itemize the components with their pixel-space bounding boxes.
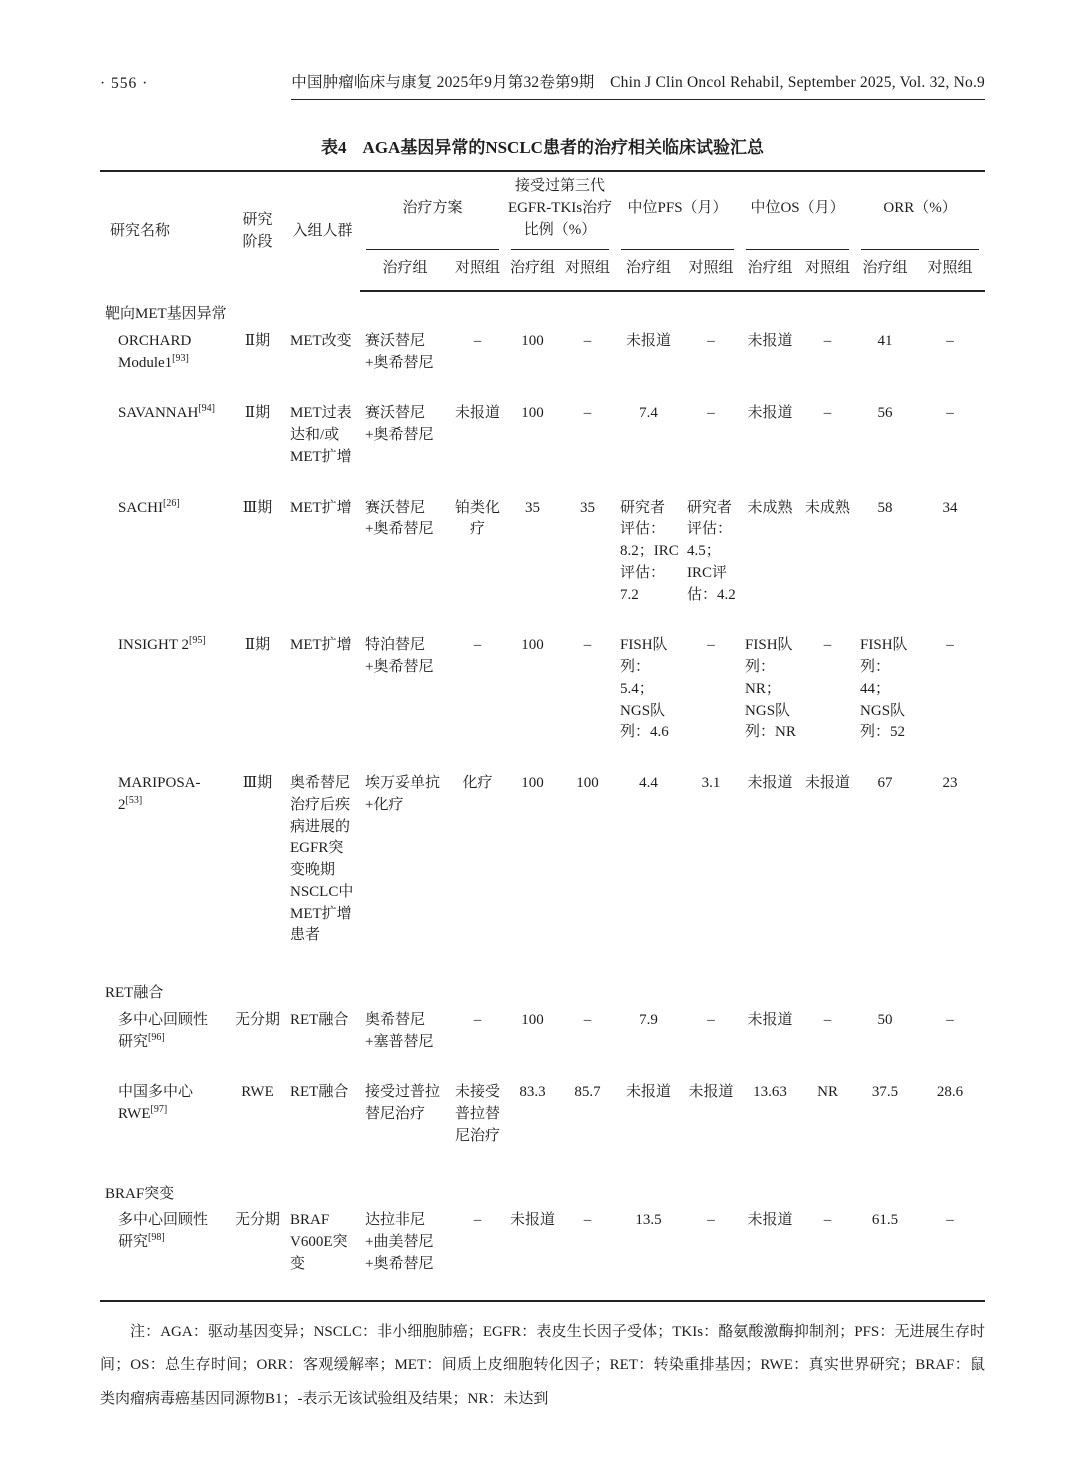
study-name-cell bbox=[100, 398, 230, 492]
clinical-trials-table bbox=[100, 170, 985, 1302]
table-cell: 100 bbox=[521, 775, 544, 791]
table-cell: 41 bbox=[877, 332, 893, 349]
section-heading-row bbox=[100, 1172, 985, 1206]
table-cell: Ⅲ期 bbox=[242, 775, 273, 791]
citation-ref: [26] bbox=[163, 497, 180, 509]
table-cell: – bbox=[473, 332, 482, 349]
table-cell: 28.6 bbox=[936, 1084, 964, 1101]
table-cell: 7.4 bbox=[639, 405, 658, 422]
table-cell: 特泊替尼+奥希替尼 bbox=[365, 637, 434, 675]
subcol-control-arm: 对照组 bbox=[800, 250, 855, 291]
table-cell: 50 bbox=[877, 1011, 893, 1028]
table-cell: MET扩增 bbox=[290, 499, 352, 516]
study-name-cell bbox=[100, 493, 230, 631]
table-cell: 100 bbox=[521, 1011, 544, 1028]
col-group-median-os: 中位OS（月） bbox=[740, 171, 855, 250]
table-cell: 接受过普拉替尼治疗 bbox=[365, 1084, 441, 1122]
citation-ref: [96] bbox=[148, 1031, 165, 1043]
subcol-treatment-arm: 治疗组 bbox=[360, 250, 450, 291]
table-row bbox=[100, 630, 985, 768]
table-cell: 未报道 bbox=[747, 332, 793, 349]
table-cell: 赛沃替尼+奥希替尼 bbox=[365, 499, 434, 538]
col-header-phase: 研究阶段 bbox=[242, 211, 273, 250]
study-name: SAVANNAH bbox=[118, 405, 199, 422]
study-name-cell bbox=[100, 1005, 230, 1078]
col-header-population: 入组人群 bbox=[292, 222, 353, 239]
table-footnote: 注：AGA：驱动基因变异；NSCLC：非小细胞肺癌；EGFR：表皮生长因子受体；TKIs：酪氨酸激酶抑制剂；PFS：无进展生存时间；OS：总生存时间；ORR：客观缓解率；MET：间质上皮细胞转化因子；RET：转染重排基因；RWE：真实世界研究；BRAF：鼠类肉瘤病毒癌基因同源物B1；-表示无该试验组及结果；NR：未达到 bbox=[100, 1323, 985, 1407]
table-cell: 23 bbox=[942, 775, 958, 791]
table-row bbox=[100, 398, 985, 492]
table-cell: 35 bbox=[580, 499, 596, 516]
journal-title-line: 中国肿瘤临床与康复 2025年9月第32卷第9期 Chin J Clin Oncol Rehabil, September 2025, Vol. 32, No.9 bbox=[291, 70, 985, 100]
table-cell: 未接受普拉替尼治疗 bbox=[455, 1084, 501, 1144]
table-row bbox=[100, 768, 985, 971]
citation-ref: [93] bbox=[172, 352, 189, 364]
table-cell: MET过表达和/或MET扩增 bbox=[290, 405, 352, 465]
table-cell: 61.5 bbox=[871, 1212, 899, 1229]
study-name-cell bbox=[100, 326, 230, 399]
table-cell: 67 bbox=[877, 775, 893, 791]
table-caption-label: 表4 bbox=[321, 138, 347, 157]
table-cell: – bbox=[946, 637, 954, 654]
subcol-treatment-arm: 治疗组 bbox=[740, 250, 800, 291]
table-cell: 达拉非尼+曲美替尼+奥希替尼 bbox=[365, 1212, 434, 1272]
subcol-control-arm: 对照组 bbox=[560, 250, 615, 291]
table-cell: NR bbox=[817, 1084, 838, 1101]
table-cell: 未成熟 bbox=[747, 499, 793, 516]
table-cell: 未报道 bbox=[510, 1212, 556, 1229]
table-cell: 无分期 bbox=[234, 1212, 280, 1229]
table-cell: FISH队列：44；NGS队列：52 bbox=[860, 637, 908, 741]
table-cell: FISH队列：5.4；NGS队列：4.6 bbox=[620, 637, 669, 741]
table-row bbox=[100, 326, 985, 399]
table-cell: – bbox=[946, 332, 954, 349]
table-cell: – bbox=[583, 1011, 592, 1028]
table-caption-text: AGA基因异常的NSCLC患者的治疗相关临床试验汇总 bbox=[362, 138, 764, 157]
study-name: ORCHARD Module1 bbox=[118, 332, 192, 371]
study-name-cell bbox=[100, 630, 230, 768]
citation-ref: [97] bbox=[150, 1104, 168, 1115]
page-number: · 556 · bbox=[100, 75, 149, 92]
table-cell: 35 bbox=[525, 499, 541, 516]
study-name-cell bbox=[100, 768, 230, 971]
table-row bbox=[100, 1005, 985, 1078]
table-cell: – bbox=[473, 637, 482, 654]
table-cell: MET改变 bbox=[290, 332, 352, 349]
table-caption bbox=[100, 133, 985, 158]
table-cell: 未报道 bbox=[747, 405, 793, 422]
table-head bbox=[100, 171, 985, 291]
subcol-control-arm: 对照组 bbox=[450, 250, 505, 291]
table-cell: MET扩增 bbox=[290, 637, 352, 654]
table-cell: – bbox=[946, 405, 954, 422]
table-cell: FISH队列：NR；NGS队列：NR bbox=[745, 637, 796, 741]
table-cell: – bbox=[946, 1212, 954, 1229]
table-cell: – bbox=[823, 1212, 832, 1229]
table-cell: – bbox=[473, 1011, 482, 1028]
study-name: 多中心回顾性研究 bbox=[118, 1011, 209, 1050]
table-cell: – bbox=[583, 1212, 592, 1229]
table-cell: 100 bbox=[521, 637, 544, 654]
section-heading: RET融合 bbox=[105, 985, 164, 1001]
col-group-treatment-regimen: 治疗方案 bbox=[360, 171, 505, 250]
table-cell: – bbox=[823, 332, 832, 349]
table-cell: – bbox=[473, 1212, 482, 1229]
section-heading: 靶向MET基因异常 bbox=[105, 306, 227, 322]
table-cell: 37.5 bbox=[871, 1084, 899, 1101]
table-cell: BRAF V600E突变 bbox=[290, 1212, 348, 1272]
table-cell: 100 bbox=[521, 332, 544, 349]
table-cell: – bbox=[707, 637, 715, 654]
citation-ref: [53] bbox=[125, 794, 143, 806]
table-cell: – bbox=[583, 637, 592, 654]
table-cell: 未报道 bbox=[626, 332, 672, 349]
table-cell: 4.4 bbox=[639, 775, 658, 791]
table-cell: 赛沃替尼+奥希替尼 bbox=[365, 405, 434, 443]
table-cell: 未报道 bbox=[747, 775, 793, 791]
subcol-treatment-arm: 治疗组 bbox=[855, 250, 915, 291]
table-cell: – bbox=[707, 332, 715, 349]
table-cell: 3.1 bbox=[701, 775, 721, 791]
col-group-orr: ORR（%） bbox=[855, 171, 985, 250]
table-cell: Ⅱ期 bbox=[244, 332, 271, 349]
table-cell: – bbox=[707, 1011, 715, 1028]
col-group-median-pfs: 中位PFS（月） bbox=[615, 171, 740, 250]
study-name-cell bbox=[100, 1077, 230, 1171]
table-cell: 未报道 bbox=[805, 775, 851, 791]
table-header-group-row bbox=[100, 171, 985, 250]
table-cell: 100 bbox=[576, 775, 599, 791]
citation-ref: [94] bbox=[198, 403, 215, 415]
citation-ref: [95] bbox=[188, 635, 206, 647]
table-cell: – bbox=[583, 332, 592, 349]
table-cell: 研究者评估：8.2；IRC评估：7.2 bbox=[620, 499, 679, 603]
table-cell: Ⅲ期 bbox=[242, 499, 273, 516]
table-row bbox=[100, 493, 985, 631]
section-heading: BRAF突变 bbox=[105, 1185, 175, 1202]
col-header-study-name: 研究名称 bbox=[110, 222, 171, 239]
table-cell: 未报道 bbox=[688, 1084, 734, 1101]
table-cell: 7.9 bbox=[639, 1011, 658, 1028]
table-body bbox=[100, 291, 985, 1301]
table-cell: 34 bbox=[942, 499, 958, 516]
table-cell: – bbox=[583, 405, 592, 422]
table-cell: 未报道 bbox=[455, 405, 501, 422]
section-heading-row bbox=[100, 971, 985, 1005]
section-heading-row bbox=[100, 291, 985, 326]
table-cell: 埃万妥单抗+化疗 bbox=[365, 775, 441, 813]
study-name: 多中心回顾性研究 bbox=[118, 1212, 209, 1250]
subcol-treatment-arm: 治疗组 bbox=[505, 250, 560, 291]
table-cell: 56 bbox=[877, 405, 893, 422]
table-cell: 未报道 bbox=[747, 1212, 793, 1229]
table-row bbox=[100, 1077, 985, 1171]
table-cell: 铂类化疗 bbox=[455, 499, 501, 538]
table-cell: 研究者评估：4.5；IRC评估：4.2 bbox=[687, 499, 736, 603]
study-name: MARIPOSA-2 bbox=[118, 775, 201, 813]
study-name-cell bbox=[100, 1205, 230, 1300]
table-cell: 85.7 bbox=[574, 1084, 601, 1101]
col-group-egfr-tki-ratio: 接受过第三代EGFR-TKIs治疗比例（%） bbox=[505, 171, 615, 250]
subcol-treatment-arm: 治疗组 bbox=[615, 250, 682, 291]
table-cell: RET融合 bbox=[290, 1011, 349, 1028]
table-cell: 化疗 bbox=[462, 775, 493, 791]
table-cell: – bbox=[823, 637, 832, 654]
table-cell: – bbox=[707, 405, 715, 422]
citation-ref: [98] bbox=[148, 1232, 165, 1243]
subcol-control-arm: 对照组 bbox=[682, 250, 740, 291]
study-name: SACHI bbox=[118, 499, 164, 516]
subcol-control-arm: 对照组 bbox=[915, 250, 985, 291]
table-cell: 未报道 bbox=[747, 1011, 793, 1028]
table-cell: 奥希替尼治疗后疾病进展的EGFR突变晚期NSCLC中MET扩增患者 bbox=[290, 775, 354, 944]
table-cell: – bbox=[946, 1011, 954, 1028]
table-cell: – bbox=[823, 1011, 832, 1028]
table-cell: 无分期 bbox=[234, 1011, 280, 1028]
page-header bbox=[100, 70, 985, 100]
table-cell: 13.63 bbox=[753, 1084, 787, 1101]
table-cell: RET融合 bbox=[290, 1084, 349, 1101]
table-cell: 奥希替尼+塞普替尼 bbox=[365, 1011, 434, 1050]
table-cell: Ⅱ期 bbox=[244, 405, 271, 422]
study-name: INSIGHT 2 bbox=[118, 637, 189, 654]
table-cell: 未成熟 bbox=[805, 499, 851, 516]
table-cell: 58 bbox=[877, 499, 893, 516]
table-cell: 100 bbox=[521, 405, 544, 422]
table-cell: RWE bbox=[241, 1084, 274, 1101]
table-row bbox=[100, 1205, 985, 1300]
table-cell: 83.3 bbox=[519, 1084, 546, 1101]
table-cell: – bbox=[707, 1212, 715, 1229]
table-cell: – bbox=[823, 405, 832, 422]
table-cell: Ⅱ期 bbox=[244, 637, 271, 654]
study-name: 中国多中心RWE bbox=[118, 1084, 194, 1122]
table-cell: 赛沃替尼+奥希替尼 bbox=[365, 332, 434, 371]
table-cell: 13.5 bbox=[635, 1212, 662, 1229]
table-cell: 未报道 bbox=[626, 1084, 672, 1101]
